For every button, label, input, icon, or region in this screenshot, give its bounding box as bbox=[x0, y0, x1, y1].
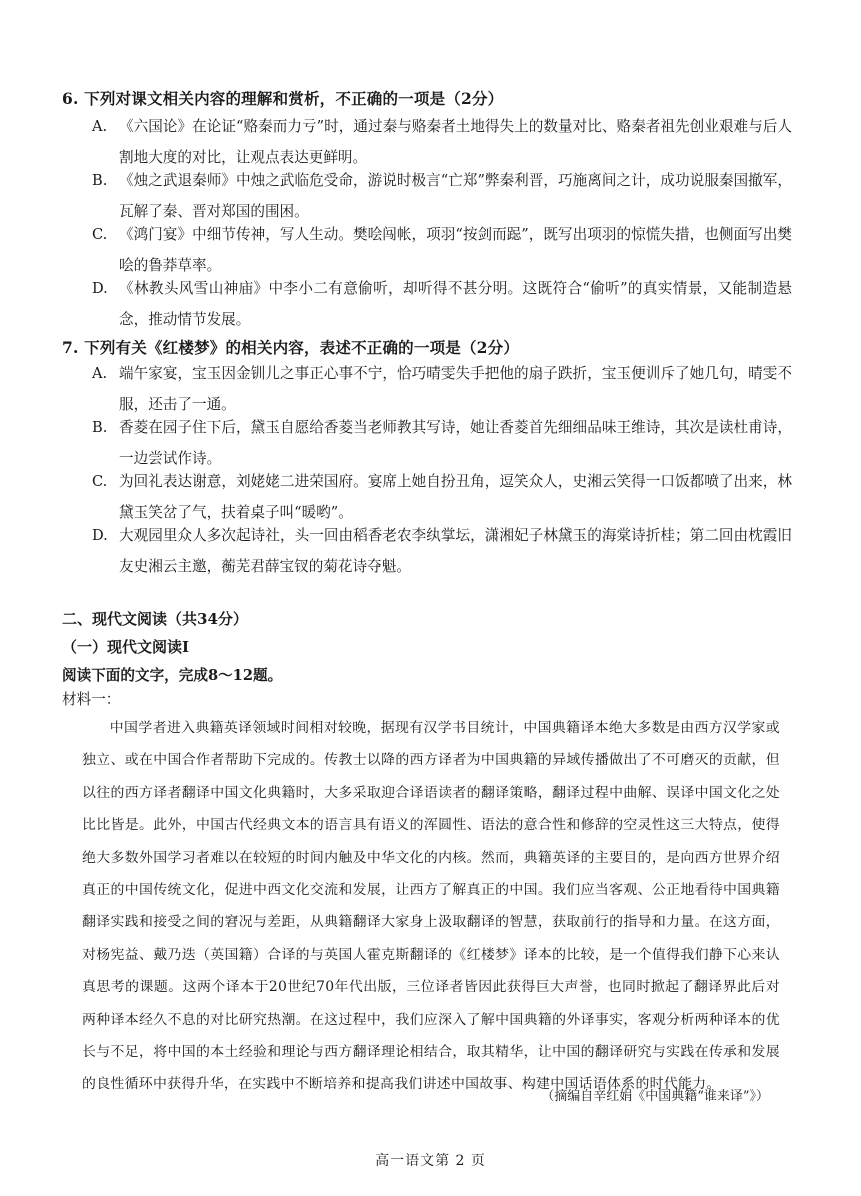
option-text: 《烛之武退秦师》中烛之武临危受命，游说时极言“亡郑”弊秦利晋，巧施离间之计，成功说服秦国撤军，瓦解了秦、晋对郑国的围困。 bbox=[119, 172, 792, 220]
question-7-option-b bbox=[92, 412, 792, 474]
option-text: 香菱在园子住下后，黛玉自愿给香菱当老师教其写诗，她让香菱首先细细品味王维诗，其次是读杜甫诗，一边尝试作诗。 bbox=[119, 419, 792, 467]
question-7-option-d bbox=[92, 520, 792, 582]
question-7-option-c bbox=[92, 466, 792, 528]
option-letter: D. bbox=[92, 527, 108, 544]
option-letter: D. bbox=[92, 280, 108, 297]
option-letter: C. bbox=[92, 226, 108, 243]
option-letter: C. bbox=[92, 473, 108, 490]
option-text: 《鸿门宴》中细节传神，写人生动。樊哙闯帐，项羽“按剑而跽”，既写出项羽的惊慌失措，也侧面写出樊哙的鲁莽草率。 bbox=[119, 226, 792, 274]
section-subtitle: （一）现代文阅读Ⅰ bbox=[62, 638, 190, 656]
material-label: 材料一： bbox=[62, 691, 121, 708]
option-text: 《六国论》在论证“赂秦而力亏”时，通过秦与赂秦者土地得失上的数量对比、赂秦者祖先创业艰难与后人割地大度的对比，让观点表达更鲜明。 bbox=[119, 118, 792, 166]
passage-source: （摘编自辛红娟《中国典籍“谁来译”》） bbox=[541, 1089, 769, 1104]
question-7-stem: 7. 下列有关《红楼梦》的相关内容，表述不正确的一项是（2分） bbox=[62, 338, 520, 357]
section-title: 二、现代文阅读（共34分） bbox=[62, 610, 248, 628]
reading-instruction: 阅读下面的文字，完成8～12题。 bbox=[62, 667, 283, 684]
option-text: 《林教头风雪山神庙》中李小二有意偷听，却听得不甚分明。这既符合“偷听”的真实情景，又能制造悬念，推动情节发展。 bbox=[119, 280, 792, 328]
question-7-option-a bbox=[92, 358, 792, 420]
page-footer: 高一语文第 2 页 bbox=[375, 1153, 486, 1169]
option-text: 为回礼表达谢意，刘姥姥二进荣国府。宴席上她自扮丑角，逗笑众人，史湘云笑得一口饭都喷了出来，林黛玉笑岔了气，扶着桌子叫“暖哟”。 bbox=[119, 473, 792, 521]
question-6-option-b bbox=[92, 165, 792, 227]
question-6-option-d bbox=[92, 273, 792, 335]
question-6-option-c bbox=[92, 219, 792, 281]
option-letter: B. bbox=[92, 419, 108, 436]
option-letter: A. bbox=[92, 365, 108, 382]
question-6-stem: 6. 下列对课文相关内容的理解和赏析，不正确的一项是（2分） bbox=[62, 89, 504, 108]
option-text: 端午家宴，宝玉因金钏儿之事正心事不宁，恰巧晴雯失手把他的扇子跌折，宝玉便训斥了她几句，晴雯不服，还击了一通。 bbox=[119, 365, 792, 413]
question-6-option-a bbox=[92, 111, 792, 173]
option-letter: A. bbox=[92, 118, 108, 135]
reading-passage: 中国学者进入典籍英译领域时间相对较晚，据现有汉学书目统计，中国典籍译本绝大多数是由西方汉学家或独立、或在中国合作者帮助下完成的。传教士以降的西方译者为中国典籍的异域传播做出了不可磨灭的贡献，但以往的西方译者翻译中国文化典籍时，大多采取迎合译语读者的翻译策略，翻译过程中曲解、误译中国文化之处比比皆是。此外，中国古代经典文本的语言具有语义的浑圆性、语法的意合性和修辞的空灵性这三大特点，使得绝大多数外国学习者难以在较短的时间内触及中华文化的内核。然而，典籍英译的主要目的，是向西方世界介绍真正的中国传统文化，促进中西文化交流和发展，让西方了解真正的中国。我们应当客观、公正地看待中国典籍翻译实践和接受之间的窘况与差距，从典籍翻译大家身上汲取翻译的智慧，获取前行的指导和力量。在这方面，对杨宪益、戴乃迭（英国籍）合译的与英国人霍克斯翻译的《红楼梦》译本的比较，是一个值得我们静下心来认真思考的课题。这两个译本于20世纪70年代出版，三位译者皆因此获得巨大声誉，也同时掀起了翻译界此后对两种译本经久不息的对比研究热潮。在这过程中，我们应深入了解中国典籍的外译事实，客观分析两种译本的优长与不足，将中国的本土经验和理论与西方翻译理论相结合，取其精华，让中国的翻译研究与实践在传承和发展的良性循环中获得升华，在实践中不断培养和提高我们讲述中国故事、构建中国话语体系的时代能力。 bbox=[82, 720, 780, 1093]
option-text: 大观园里众人多次起诗社，头一回由稻香老农李纨掌坛，潇湘妃子林黛玉的海棠诗折桂；第二回由枕霞旧友史湘云主邀，蘅芜君薛宝钗的菊花诗夺魁。 bbox=[119, 527, 792, 575]
option-letter: B. bbox=[92, 172, 108, 189]
